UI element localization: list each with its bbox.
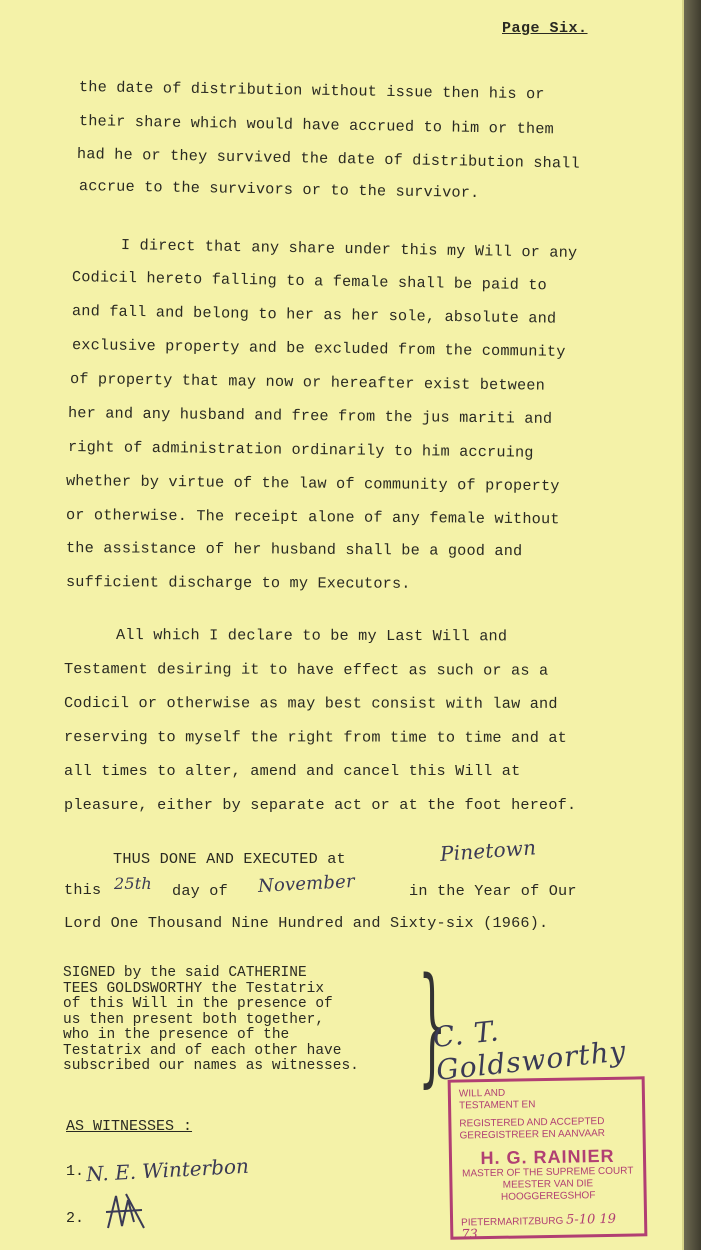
text-line: Testament desiring it to have effect as such or as a	[63, 660, 549, 680]
stamp-place: PIETERMARITZBURG	[461, 1215, 564, 1229]
attestation-clause	[63, 966, 359, 1075]
witness-signature: N. E. Winterbon	[85, 1153, 250, 1187]
text-line: Lord One Thousand Nine Hundred and Sixty-six (1966).	[64, 914, 549, 932]
attestation-line: SIGNED by the said CATHERINE	[63, 965, 307, 981]
text-line: THUS DONE AND EXECUTED at	[113, 850, 346, 868]
attestation-line: who in the presence of the	[63, 1027, 290, 1043]
text-line: right of administration ordinarily to him accruing	[67, 438, 534, 462]
witness-number: 1.	[66, 1163, 85, 1180]
brace-icon: }	[418, 951, 447, 1100]
registration-stamp	[448, 1076, 648, 1243]
text-line: reserving to myself the right from time to time and at	[63, 728, 567, 747]
testatrix-signature: C. T. Goldsworthy	[431, 1014, 628, 1087]
text-line: this	[64, 881, 102, 899]
text-line: All which I declare to be my Last Will and	[115, 626, 508, 646]
stamp-name: H. G. RAINIER	[480, 1145, 615, 1169]
text-line: had he or they survived the date of distribution shall	[76, 145, 581, 173]
stamp-date: 5-10 19 73	[461, 1211, 617, 1243]
text-line: Codicil hereto falling to a female shall be paid to	[71, 268, 548, 295]
text-line: and fall and belong to her as her sole, absolute and	[71, 302, 557, 328]
text-line: pleasure, either by separate act or at the foot hereof.	[64, 796, 577, 814]
attestation-line: TEES GOLDSWORTHY the Testatrix	[63, 980, 325, 997]
witness-scribble-icon	[98, 1188, 158, 1238]
text-line: whether by virtue of the law of community of property	[65, 472, 560, 496]
handwritten-day: 25th	[114, 874, 152, 893]
text-line: day of	[172, 882, 228, 900]
text-line: exclusive property and be excluded from the community	[71, 336, 566, 361]
attestation-line: of this Will in the presence of	[63, 996, 333, 1012]
handwritten-place: Pinetown	[439, 835, 537, 866]
handwritten-month: November	[257, 870, 356, 897]
text-line: all times to alter, amend and cancel this Will at	[64, 762, 521, 780]
text-line: accrue to the survivors or to the survivor.	[78, 177, 480, 202]
page-edge	[684, 0, 701, 1250]
witnesses-title: AS WITNESSES :	[66, 1118, 193, 1135]
page-number-label: Page Six.	[502, 20, 588, 37]
stamp-text: TESTAMENT EN	[458, 1099, 536, 1112]
stamp-text: GEREGISTREER EN AANVAAR	[459, 1127, 606, 1142]
stamp-text: MEESTER VAN DIE HOOGGEREGSHOF	[500, 1178, 596, 1203]
stamp-text: MASTER OF THE SUPREME COURT	[461, 1165, 634, 1180]
attestation-line: Testatrix and of each other have	[63, 1042, 342, 1059]
text-line: I direct that any share under this my Will or any	[120, 236, 578, 262]
text-line: their share which would have accrued to him or them	[78, 112, 555, 139]
stamp-text: WILL AND	[458, 1087, 506, 1100]
text-line: Codicil or otherwise as may best consist with law and	[63, 694, 558, 713]
stamp-text: REGISTERED AND ACCEPTED	[459, 1116, 605, 1130]
text-line: the assistance of her husband shall be a good and	[65, 539, 523, 561]
text-line: her and any husband and free from the jus mariti and	[67, 404, 553, 428]
attestation-line: subscribed our names as witnesses.	[63, 1058, 359, 1074]
text-line: sufficient discharge to my Executors.	[65, 573, 411, 593]
attestation-line: us then present both together,	[63, 1011, 325, 1028]
text-line: of property that may now or hereafter exist between	[69, 370, 546, 395]
text-line: in the Year of Our	[409, 882, 577, 900]
text-line: or otherwise. The receipt alone of any female without	[65, 506, 560, 529]
witness-number: 2.	[66, 1210, 85, 1227]
text-line: the date of distribution without issue then his or	[78, 78, 545, 104]
